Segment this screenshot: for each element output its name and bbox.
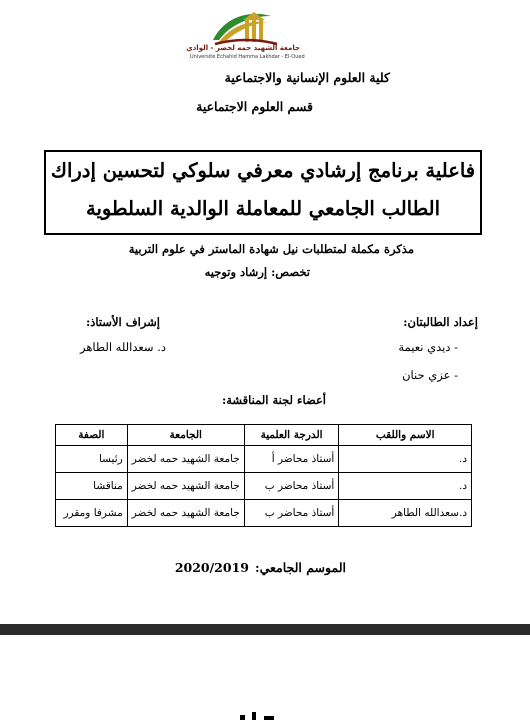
member-role: رئيسا [56,446,128,473]
member-rank: أستاذ محاضر ب [244,473,339,500]
academic-season-label: الموسم الجامعي: [254,560,346,575]
university-name-arabic: جامعة الشهيد حمه لخضر - الوادي [186,44,300,52]
supervisor-name: د. سعدالله الطاهر [79,340,166,354]
member-name: د. [339,446,472,473]
column-header-university: الجامعة [127,425,244,446]
supervisor-label: إشراف الأستاذ: [85,315,160,329]
department-name: قسم العلوم الاجتماعية [196,99,313,114]
column-header-role: الصفة [56,425,128,446]
page-separator-bar [0,624,530,635]
prepared-by-label: إعداد الطالبتان: [403,315,478,329]
member-name: د.سعدالله الطاهر [339,500,472,527]
student-name: - عزي حنان [402,368,458,382]
member-rank: أستاذ محاضر ب [244,500,339,527]
academic-season-year: 2020/2019 [174,560,249,575]
table-row [56,500,472,527]
member-role: مشرفا ومقرر [56,500,128,527]
column-header-rank: الدرجة العلمية [244,425,339,446]
university-name-french: Université Echahid Hamma Lakhdar - El-Oued [190,54,305,60]
faculty-name: كلية العلوم الإنسانية والاجتماعية [224,70,390,85]
member-rank: أستاذ محاضر أ [244,446,339,473]
next-page-fragment-icon [238,712,278,720]
column-header-name: الاسم واللقب [339,425,472,446]
member-university: جامعة الشهيد حمه لخضر [127,500,244,527]
member-university: جامعة الشهيد حمه لخضر [127,446,244,473]
student-name: - ديدي نعيمة [398,340,458,354]
memo-description: مذكرة مكملة لمتطلبات نيل شهادة الماستر في علوم التربية [128,242,414,256]
thesis-title-line-1: فاعلية برنامج إرشادي معرفي سلوكي لتحسين إدراك [50,159,476,182]
thesis-title-line-2: الطالب الجامعي للمعاملة الوالدية السلطوية [86,197,440,220]
specialty: تخصص: إرشاد وتوجيه [204,265,310,279]
table-row [56,446,472,473]
academic-season [175,560,346,575]
thesis-title-box [44,150,482,235]
member-university: جامعة الشهيد حمه لخضر [127,473,244,500]
table-header-row [56,425,472,446]
committee-table [55,424,472,527]
member-role: مناقشا [56,473,128,500]
committee-title: أعضاء لجنة المناقشة: [222,393,326,407]
table-row [56,473,472,500]
member-name: د. [339,473,472,500]
